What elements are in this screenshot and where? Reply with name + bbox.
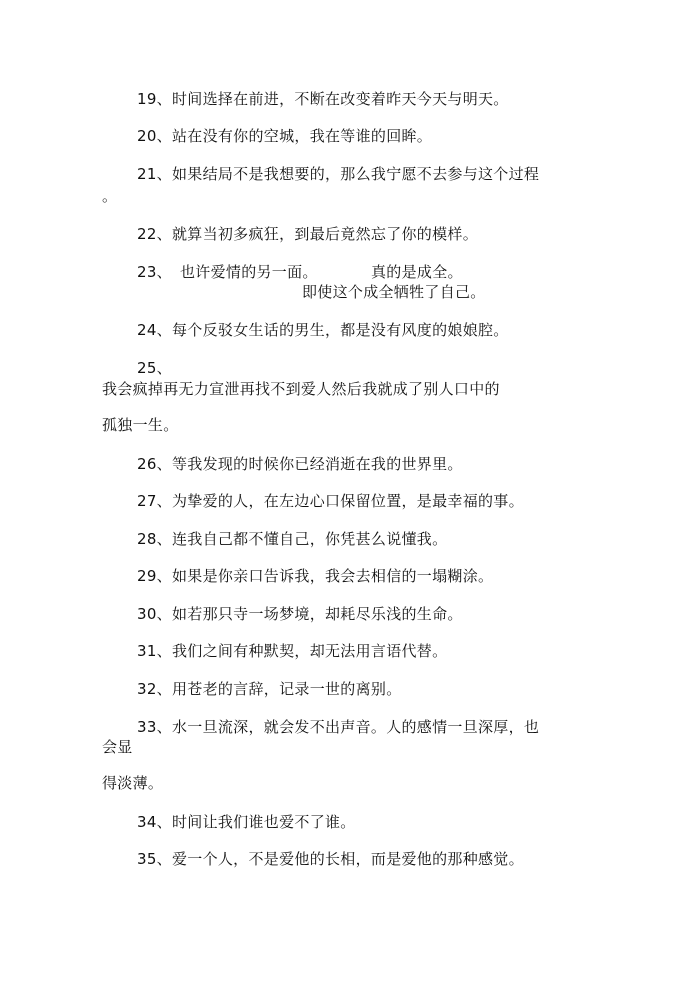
text-line-23-b: 真的是成全。 [371, 263, 463, 281]
text-line-28: 28、连我自己都不懂自己，你凭甚么说懂我。 [137, 530, 448, 548]
text-line-20: 20、站在没有你的空城，我在等谁的回眸。 [137, 127, 433, 145]
text-line-35: 35、爱一个人，不是爱他的长相，而是爱他的那种感觉。 [137, 850, 524, 868]
text-line-25-number: 25、 [137, 359, 172, 377]
text-line-23-number: 23、 [137, 263, 172, 281]
text-line-33-end: 得淡薄。 [102, 774, 164, 792]
text-line-24: 24、每个反驳女生话的男生，都是没有风度的娘娘腔。 [137, 321, 509, 339]
text-line-23-a: 也许爱情的另一面。 [180, 263, 318, 281]
text-line-34: 34、时间让我们谁也爱不了谁。 [137, 813, 356, 831]
text-line-19: 19、时间选择在前进，不断在改变着昨天今天与明天。 [137, 90, 509, 108]
text-line-27: 27、为挚爱的人，在左边心口保留位置，是最幸福的事。 [137, 492, 524, 510]
text-line-31: 31、我们之间有种默契，却无法用言语代替。 [137, 642, 448, 660]
text-line-29: 29、如果是你亲口告诉我，我会去相信的一塌糊涂。 [137, 567, 494, 585]
text-line-33-cont: 会显 [102, 738, 133, 756]
text-line-33: 33、水一旦流深，就会发不出声音。人的感情一旦深厚，也 [137, 718, 540, 736]
text-line-25: 我会疯掉再无力宣泄再找不到爱人然后我就成了别人口中的 [102, 380, 500, 398]
text-line-26: 26、等我发现的时候你已经消逝在我的世界里。 [137, 455, 463, 473]
text-line-21: 21、如果结局不是我想要的，那么我宁愿不去参与这个过程 [137, 165, 540, 183]
text-line-25-cont: 孤独一生。 [102, 416, 179, 434]
text-line-32: 32、用苍老的言辞，记录一世的离别。 [137, 680, 402, 698]
text-line-23-c: 即使这个成全牺牲了自己。 [302, 283, 486, 301]
text-line-30: 30、如若那只寺一场梦境，却耗尽乐浅的生命。 [137, 605, 463, 623]
text-line-21-cont: 。 [102, 187, 118, 205]
text-line-22: 22、就算当初多疯狂，到最后竟然忘了你的模样。 [137, 225, 478, 243]
